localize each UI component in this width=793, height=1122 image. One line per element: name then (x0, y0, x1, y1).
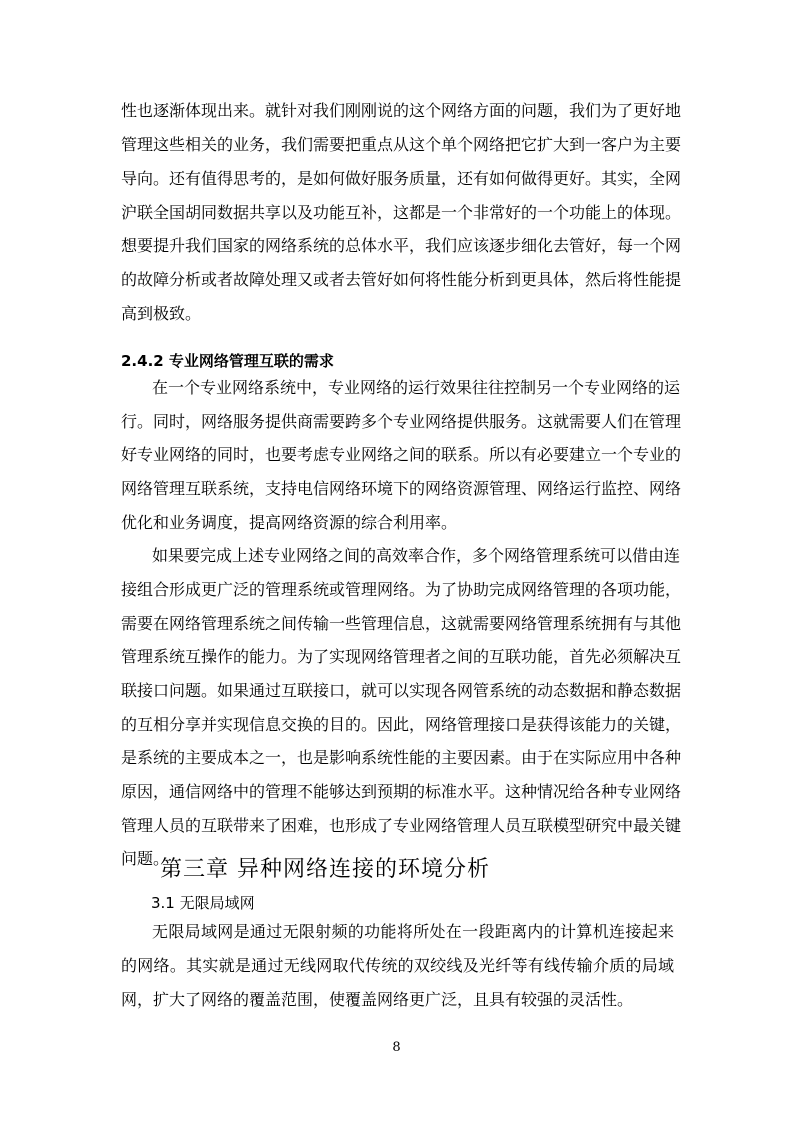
paragraph-line: 的互相分享并实现信息交换的目的。因此，网络管理接口是获得该能力的关键， (121, 715, 682, 734)
paragraph-line: 联接口问题。如果通过互联接口，就可以实现各网管系统的动态数据和静态数据 (121, 681, 682, 700)
paragraph-line: 问题。 (121, 849, 170, 868)
paragraph-line: 管理系统互操作的能力。为了实现网络管理者之间的互联功能，首先必须解决互 (121, 647, 682, 666)
paragraph-line: 管理人员的互联带来了困难，也形成了专业网络管理人员互联模型研究中最关键 (121, 816, 682, 835)
paragraph-line: 优化和业务调度，提高网络资源的综合利用率。 (121, 513, 458, 532)
paragraph-line: 高到极致。 (121, 304, 202, 323)
paragraph-line: 网，扩大了网络的覆盖范围，使覆盖网络更广泛，且具有较强的灵活性。 (121, 990, 634, 1009)
paragraph-line: 性也逐渐体现出来。就针对我们刚刚说的这个网络方面的问题，我们为了更好地 (121, 101, 682, 120)
paragraph-line: 如果要完成上述专业网络之间的高效率合作，多个网络管理系统可以借由连 (152, 546, 681, 565)
page-number: 8 (392, 1040, 401, 1055)
paragraph-line: 是系统的主要成本之一，也是影响系统性能的主要因素。由于在实际应用中各种 (121, 748, 682, 767)
paragraph-line: 在一个专业网络系统中，专业网络的运行效果往往控制另一个专业网络的运 (152, 378, 681, 397)
paragraph-line: 原因，通信网络中的管理不能够达到预期的标准水平。这种情况给各种专业网络 (121, 782, 682, 801)
section-heading-2-4-2: 2.4.2 专业网络管理互联的需求 (121, 352, 334, 370)
paragraph-line: 需要在网络管理系统之间传输一些管理信息，这就需要网络管理系统拥有与其他 (121, 614, 682, 633)
paragraph-line: 好专业网络的同时，也要考虑专业网络之间的联系。所以有必要建立一个专业的 (121, 445, 682, 464)
paragraph-line: 导向。还有值得思考的，是如何做好服务质量，还有如何做得更好。其实，全网 (121, 169, 682, 188)
paragraph-line: 想要提升我们国家的网络系统的总体水平，我们应该逐步细化去管好，每一个网 (121, 236, 682, 255)
paragraph-line: 无限局域网是通过无限射频的功能将所处在一段距离内的计算机连接起来 (152, 922, 674, 941)
paragraph-line: 行。同时，网络服务提供商需要跨多个专业网络提供服务。这就需要人们在管理 (121, 412, 682, 431)
paragraph-line: 接组合形成更广泛的管理系统或管理网络。为了协助完成网络管理的各项功能， (121, 580, 682, 599)
paragraph-line: 沪联全国胡同数据共享以及功能互补，这都是一个非常好的一个功能上的体现。 (121, 203, 682, 222)
paragraph-line: 的网络。其实就是通过无线网取代传统的双绞线及光纤等有线传输介质的局域 (121, 956, 674, 975)
paragraph-line: 网络管理互联系统，支持电信网络环境下的网络资源管理、网络运行监控、网络 (121, 479, 682, 498)
chapter-title: 第三章 异种网络连接的环境分析 (160, 857, 490, 882)
section-heading-3-1: 3.1 无限局域网 (151, 894, 255, 912)
paragraph-line: 管理这些相关的业务，我们需要把重点从这个单个网络把它扩大到一客户为主要 (121, 135, 682, 154)
paragraph-line: 的故障分析或者故障处理又或者去管好如何将性能分析到更具体，然后将性能提 (121, 270, 682, 289)
